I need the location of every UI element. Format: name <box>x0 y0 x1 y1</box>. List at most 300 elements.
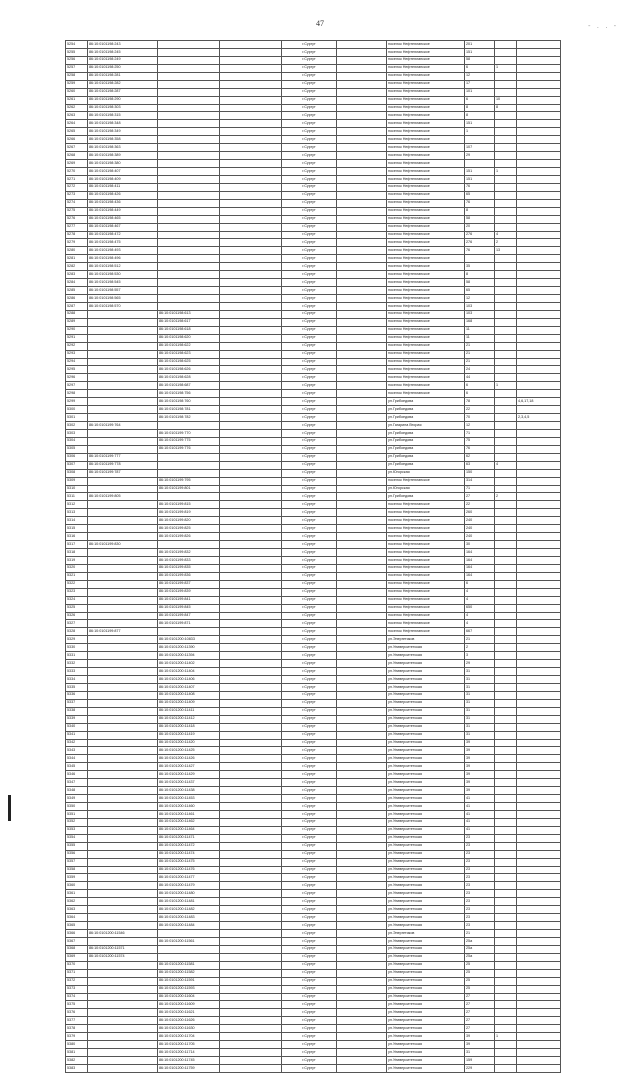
cadastral-number-b <box>158 945 220 953</box>
building-cell <box>495 358 517 366</box>
city-cell: г.Сургут <box>282 1057 337 1065</box>
blank-column <box>220 247 282 255</box>
address-cell: ул.Университетская <box>387 1049 465 1057</box>
cadastral-number-b <box>158 80 220 88</box>
house-number: 240 <box>465 525 495 533</box>
address-cell: ул.Грибоедова <box>387 453 465 461</box>
table-row <box>66 247 561 255</box>
apartments-cell <box>517 342 561 350</box>
address-cell: ул.Грибоедова <box>387 414 465 422</box>
blank-column <box>220 795 282 803</box>
address-cell: поселок Нефтеюганское <box>387 175 465 183</box>
table-row <box>66 1049 561 1057</box>
house-number: 240 <box>465 533 495 541</box>
city-cell: г.Сургут <box>282 1049 337 1057</box>
cadastral-number-a <box>88 787 158 795</box>
building-cell <box>495 1049 517 1057</box>
blank-column <box>220 183 282 191</box>
blank-column-2 <box>337 175 387 183</box>
cadastral-number-a <box>88 310 158 318</box>
apartments-cell <box>517 636 561 644</box>
blank-column <box>220 668 282 676</box>
cadastral-number-a: 86:10:0101198:380 <box>88 160 158 168</box>
address-cell: ул.Университетская <box>387 977 465 985</box>
city-cell: г.Сургут <box>282 977 337 985</box>
blank-column-2 <box>337 993 387 1001</box>
cadastral-number-a <box>88 342 158 350</box>
apartments-cell <box>517 239 561 247</box>
address-cell: ул.Университетская <box>387 1057 465 1065</box>
house-number <box>465 255 495 263</box>
blank-column <box>220 374 282 382</box>
blank-column <box>220 318 282 326</box>
building-cell <box>495 406 517 414</box>
house-number: 25а <box>465 937 495 945</box>
house-number: 29 <box>465 660 495 668</box>
address-cell: ул.Грибоедова <box>387 493 465 501</box>
blank-column-2 <box>337 88 387 96</box>
table-row <box>66 295 561 303</box>
cadastral-number-b: 86:10:0101200:11561 <box>158 937 220 945</box>
apartments-cell <box>517 731 561 739</box>
blank-column <box>220 549 282 557</box>
building-cell <box>495 588 517 596</box>
house-number: 23 <box>465 850 495 858</box>
city-cell: г.Сургут <box>282 676 337 684</box>
row-number: 5256 <box>66 56 88 64</box>
cadastral-number-b: 86:10:0101200:11418 <box>158 723 220 731</box>
table-row <box>66 398 561 406</box>
apartments-cell <box>517 160 561 168</box>
cadastral-number-a <box>88 1017 158 1025</box>
blank-column-2 <box>337 72 387 80</box>
city-cell: г.Сургут <box>282 183 337 191</box>
table-row <box>66 810 561 818</box>
blank-column <box>220 826 282 834</box>
building-cell <box>495 326 517 334</box>
table-row <box>66 1041 561 1049</box>
city-cell: г.Сургут <box>282 691 337 699</box>
building-cell <box>495 620 517 628</box>
apartments-cell <box>517 88 561 96</box>
blank-column-2 <box>337 882 387 890</box>
blank-column <box>220 1001 282 1009</box>
blank-column-2 <box>337 604 387 612</box>
apartments-cell <box>517 755 561 763</box>
cadastral-number-a <box>88 382 158 390</box>
building-cell <box>495 874 517 882</box>
table-row <box>66 96 561 104</box>
row-number: 5280 <box>66 247 88 255</box>
address-cell: ул.Университетская <box>387 795 465 803</box>
building-cell <box>495 731 517 739</box>
row-number: 5269 <box>66 160 88 168</box>
row-number: 5325 <box>66 604 88 612</box>
city-cell: г.Сургут <box>282 588 337 596</box>
blank-column <box>220 588 282 596</box>
cadastral-number-a: 86:10:0101198:409 <box>88 175 158 183</box>
building-cell <box>495 977 517 985</box>
cadastral-number-b: 86:10:0101200:11745 <box>158 1057 220 1065</box>
city-cell: г.Сургут <box>282 596 337 604</box>
cadastral-number-b: 86:10:0101200:11402 <box>158 660 220 668</box>
house-number: 164 <box>465 572 495 580</box>
ledger-table <box>65 40 561 1073</box>
blank-column-2 <box>337 406 387 414</box>
blank-column-2 <box>337 715 387 723</box>
cadastral-number-a: 86:10:0101200:11574 <box>88 953 158 961</box>
cadastral-number-a <box>88 898 158 906</box>
blank-column-2 <box>337 842 387 850</box>
house-number: 151 <box>465 48 495 56</box>
city-cell: г.Сургут <box>282 755 337 763</box>
address-cell: ул.Грибоедова <box>387 398 465 406</box>
row-number: 5372 <box>66 977 88 985</box>
apartments-cell <box>517 247 561 255</box>
apartments-cell <box>517 104 561 112</box>
blank-column-2 <box>337 803 387 811</box>
city-cell: г.Сургут <box>282 287 337 295</box>
cadastral-number-a <box>88 318 158 326</box>
building-cell <box>495 628 517 636</box>
cadastral-number-a <box>88 937 158 945</box>
apartments-cell <box>517 556 561 564</box>
cadastral-number-a <box>88 572 158 580</box>
apartments-cell <box>517 461 561 469</box>
city-cell: г.Сургут <box>282 342 337 350</box>
building-cell <box>495 1057 517 1065</box>
apartments-cell <box>517 723 561 731</box>
blank-column <box>220 104 282 112</box>
apartments-cell <box>517 620 561 628</box>
cadastral-number-b: 86:10:0101199:815 <box>158 501 220 509</box>
house-number: 6 <box>465 96 495 104</box>
apartments-cell <box>517 906 561 914</box>
cadastral-number-b <box>158 152 220 160</box>
city-cell: г.Сургут <box>282 937 337 945</box>
table-row <box>66 144 561 152</box>
cadastral-number-a: 86:10:0101198:467 <box>88 223 158 231</box>
cadastral-number-a: 86:10:0101198:358 <box>88 136 158 144</box>
row-number: 5314 <box>66 517 88 525</box>
building-cell <box>495 366 517 374</box>
cadastral-number-b: 86:10:0101200:11480 <box>158 890 220 898</box>
cadastral-number-a: 86:10:0101199:805 <box>88 493 158 501</box>
building-cell <box>495 795 517 803</box>
address-cell: поселок Нефтеюганское <box>387 247 465 255</box>
house-number: 103 <box>465 310 495 318</box>
blank-column-2 <box>337 48 387 56</box>
blank-column <box>220 1025 282 1033</box>
house-number: 4 <box>465 612 495 620</box>
cadastral-number-b <box>158 628 220 636</box>
apartments-cell <box>517 533 561 541</box>
apartments-cell <box>517 1017 561 1025</box>
building-cell <box>495 429 517 437</box>
blank-column-2 <box>337 223 387 231</box>
cadastral-number-a: 86:10:0101198:363 <box>88 144 158 152</box>
cadastral-number-b: 86:10:0101199:775 <box>158 437 220 445</box>
cadastral-number-b: 86:10:0101200:11390 <box>158 644 220 652</box>
cadastral-number-a: 86:10:0101198:436 <box>88 199 158 207</box>
blank-column-2 <box>337 350 387 358</box>
blank-column-2 <box>337 80 387 88</box>
city-cell: г.Сургут <box>282 787 337 795</box>
row-number: 5347 <box>66 779 88 787</box>
address-cell: ул.Университетская <box>387 1009 465 1017</box>
city-cell: г.Сургут <box>282 239 337 247</box>
house-number: 25 <box>465 977 495 985</box>
blank-column <box>220 525 282 533</box>
cadastral-number-b: 86:10:0101200:11462 <box>158 818 220 826</box>
blank-column-2 <box>337 41 387 49</box>
row-number: 5266 <box>66 136 88 144</box>
table-row <box>66 429 561 437</box>
cadastral-number-a: 86:10:0101198:249 <box>88 56 158 64</box>
table-row <box>66 1009 561 1017</box>
blank-column <box>220 898 282 906</box>
city-cell: г.Сургут <box>282 215 337 223</box>
table-row <box>66 660 561 668</box>
city-cell: г.Сургут <box>282 136 337 144</box>
city-cell: г.Сургут <box>282 763 337 771</box>
table-row <box>66 604 561 612</box>
row-number: 5333 <box>66 668 88 676</box>
address-cell: поселок Нефтеюганское <box>387 326 465 334</box>
apartments-cell <box>517 48 561 56</box>
blank-column <box>220 564 282 572</box>
address-cell: ул.Энергетиков <box>387 636 465 644</box>
table-row <box>66 112 561 120</box>
blank-column-2 <box>337 279 387 287</box>
address-cell: поселок Нефтеюганское <box>387 239 465 247</box>
house-number: 31 <box>465 731 495 739</box>
cadastral-number-a <box>88 842 158 850</box>
blank-column <box>220 136 282 144</box>
row-number: 5382 <box>66 1057 88 1065</box>
apartments-cell <box>517 56 561 64</box>
cadastral-number-b: 86:10:0101199:832 <box>158 549 220 557</box>
blank-column <box>220 120 282 128</box>
table-row <box>66 326 561 334</box>
apartments-cell <box>517 279 561 287</box>
cadastral-number-b <box>158 493 220 501</box>
row-number: 5324 <box>66 596 88 604</box>
house-number: 31 <box>465 723 495 731</box>
address-cell: поселок Нефтеюганское <box>387 72 465 80</box>
cadastral-number-b: 86:10:0101198:623 <box>158 350 220 358</box>
row-number: 5301 <box>66 414 88 422</box>
city-cell: г.Сургут <box>282 72 337 80</box>
table-row <box>66 580 561 588</box>
city-cell: г.Сургут <box>282 80 337 88</box>
house-number: 31 <box>465 691 495 699</box>
blank-column <box>220 969 282 977</box>
blank-column <box>220 342 282 350</box>
address-cell: ул.Университетская <box>387 803 465 811</box>
row-number: 5373 <box>66 985 88 993</box>
address-cell: поселок Нефтеюганское <box>387 334 465 342</box>
house-number: 11 <box>465 334 495 342</box>
apartments-cell <box>517 80 561 88</box>
house-number: 41 <box>465 795 495 803</box>
blank-column-2 <box>337 390 387 398</box>
apartments-cell <box>517 223 561 231</box>
blank-column-2 <box>337 287 387 295</box>
address-cell: поселок Нефтеюганское <box>387 215 465 223</box>
city-cell: г.Сургут <box>282 358 337 366</box>
table-row <box>66 953 561 961</box>
blank-column <box>220 271 282 279</box>
cadastral-number-b <box>158 160 220 168</box>
row-number: 5274 <box>66 199 88 207</box>
address-cell: поселок Нефтеюганское <box>387 80 465 88</box>
house-number: 151 <box>465 168 495 176</box>
cadastral-number-b: 86:10:0101200:11411 <box>158 707 220 715</box>
house-number <box>465 160 495 168</box>
building-cell: 10 <box>495 96 517 104</box>
table-row <box>66 1057 561 1065</box>
blank-column-2 <box>337 207 387 215</box>
address-cell: ул.Университетская <box>387 739 465 747</box>
cadastral-number-b: 86:10:0101200:11472 <box>158 842 220 850</box>
building-cell <box>495 937 517 945</box>
table-row <box>66 533 561 541</box>
blank-column <box>220 699 282 707</box>
apartments-cell <box>517 207 561 215</box>
city-cell: г.Сургут <box>282 620 337 628</box>
city-cell: г.Сургут <box>282 1064 337 1072</box>
house-number: 168 <box>465 318 495 326</box>
apartments-cell <box>517 41 561 49</box>
address-cell: поселок Нефтеюганское <box>387 41 465 49</box>
address-cell: ул.Университетская <box>387 763 465 771</box>
blank-column-2 <box>337 676 387 684</box>
apartments-cell <box>517 977 561 985</box>
row-number: 5255 <box>66 48 88 56</box>
building-cell: 1 <box>495 64 517 72</box>
house-number: 229 <box>465 1064 495 1072</box>
cadastral-number-a <box>88 334 158 342</box>
building-cell <box>495 715 517 723</box>
cadastral-number-b: 86:10:0101200:11461 <box>158 810 220 818</box>
cadastral-number-b: 86:10:0101200:11406 <box>158 676 220 684</box>
cadastral-number-a <box>88 445 158 453</box>
blank-column-2 <box>337 429 387 437</box>
table-row <box>66 374 561 382</box>
cadastral-number-a <box>88 985 158 993</box>
blank-column <box>220 168 282 176</box>
building-cell <box>495 834 517 842</box>
city-cell: г.Сургут <box>282 604 337 612</box>
city-cell: г.Сургут <box>282 374 337 382</box>
table-row <box>66 945 561 953</box>
cadastral-number-b: 86:10:0101200:11630 <box>158 1025 220 1033</box>
blank-column-2 <box>337 985 387 993</box>
cadastral-number-a <box>88 509 158 517</box>
city-cell: г.Сургут <box>282 850 337 858</box>
row-number: 5262 <box>66 104 88 112</box>
blank-column-2 <box>337 398 387 406</box>
city-cell: г.Сургут <box>282 866 337 874</box>
apartments-cell <box>517 898 561 906</box>
house-number: 6 <box>465 580 495 588</box>
apartments-cell <box>517 914 561 922</box>
cadastral-number-b: 86:10:0101200:11420 <box>158 739 220 747</box>
row-number: 5268 <box>66 152 88 160</box>
blank-column <box>220 64 282 72</box>
row-number: 5275 <box>66 207 88 215</box>
house-number: 23 <box>465 842 495 850</box>
city-cell: г.Сургут <box>282 390 337 398</box>
blank-column-2 <box>337 160 387 168</box>
row-number: 5330 <box>66 644 88 652</box>
blank-column-2 <box>337 295 387 303</box>
cadastral-number-b: 86:10:0101200:11759 <box>158 1064 220 1072</box>
apartments-cell <box>517 255 561 263</box>
blank-column <box>220 255 282 263</box>
building-cell <box>495 263 517 271</box>
table-row <box>66 549 561 557</box>
cadastral-number-b <box>158 88 220 96</box>
blank-column <box>220 533 282 541</box>
table-row <box>66 517 561 525</box>
city-cell: г.Сургут <box>282 771 337 779</box>
cadastral-number-a: 86:10:0101198:472 <box>88 231 158 239</box>
blank-column <box>220 993 282 1001</box>
city-cell: г.Сургут <box>282 231 337 239</box>
cadastral-number-b: 86:10:0101199:847 <box>158 612 220 620</box>
city-cell: г.Сургут <box>282 731 337 739</box>
cadastral-number-b <box>158 953 220 961</box>
house-number: 25 <box>465 961 495 969</box>
apartments-cell <box>517 64 561 72</box>
apartments-cell <box>517 445 561 453</box>
row-number: 5303 <box>66 429 88 437</box>
address-cell: ул.Университетская <box>387 652 465 660</box>
row-number: 5278 <box>66 231 88 239</box>
apartments-cell <box>517 406 561 414</box>
city-cell: г.Сургут <box>282 144 337 152</box>
table-row <box>66 596 561 604</box>
city-cell: г.Сургут <box>282 120 337 128</box>
house-number: 25а <box>465 945 495 953</box>
blank-column <box>220 866 282 874</box>
blank-column <box>220 683 282 691</box>
table-row <box>66 152 561 160</box>
row-number: 5264 <box>66 120 88 128</box>
building-cell <box>495 445 517 453</box>
row-number: 5286 <box>66 295 88 303</box>
address-cell: ул.Университетская <box>387 1064 465 1072</box>
building-cell <box>495 295 517 303</box>
house-number: 8 <box>465 271 495 279</box>
table-row <box>66 1025 561 1033</box>
cadastral-number-b <box>158 255 220 263</box>
blank-column <box>220 366 282 374</box>
address-cell: поселок Нефтеюганское <box>387 96 465 104</box>
city-cell: г.Сургут <box>282 199 337 207</box>
row-number: 5337 <box>66 699 88 707</box>
address-cell: ул.Университетская <box>387 1041 465 1049</box>
cadastral-number-b: 86:10:0101200:11482 <box>158 906 220 914</box>
blank-column <box>220 906 282 914</box>
blank-column <box>220 56 282 64</box>
house-number: 103 <box>465 302 495 310</box>
blank-column <box>220 620 282 628</box>
blank-column <box>220 509 282 517</box>
cadastral-number-b <box>158 279 220 287</box>
